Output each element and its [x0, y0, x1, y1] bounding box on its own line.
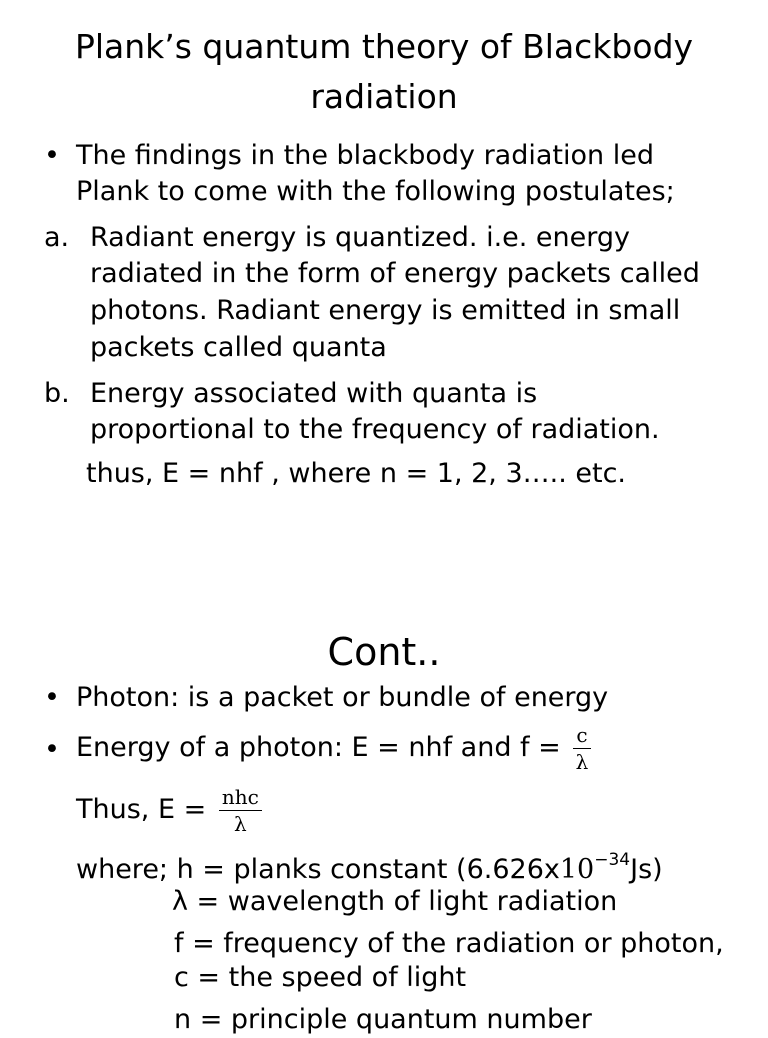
- planck-constant-line: [76, 842, 663, 888]
- fraction-c-over-lambda: [573, 725, 590, 772]
- bullet-dot: •: [44, 734, 60, 765]
- item-a-marker: a.: [44, 222, 70, 253]
- slide-2: [0, 560, 768, 1035]
- item-b-line-1: Energy associated with quanta is: [90, 378, 538, 409]
- frequency-definition: f = frequency of the radiation or photon,: [174, 928, 724, 959]
- photon-definition: Photon: is a packet or bundle of energy: [76, 682, 609, 713]
- item-b-line-2: proportional to the frequency of radiation.: [90, 414, 660, 445]
- fraction-numerator: c: [573, 725, 590, 749]
- fraction-nhc-over-lambda: [219, 787, 262, 834]
- power-of-ten-base: 10: [559, 854, 595, 885]
- item-a-line-3: photons. Radiant energy is emitted in small: [90, 295, 681, 326]
- planck-constant-text: where; h = planks constant (6.626x: [76, 854, 560, 885]
- title-line-1: Plank’s quantum theory of Blackbody: [74, 27, 694, 66]
- title-line-2: radiation: [310, 77, 458, 116]
- slide-2-title: Cont..: [327, 630, 441, 674]
- slide-1-title: [0, 22, 768, 122]
- bullet-dot: •: [44, 682, 60, 713]
- item-a-line-2: radiated in the form of energy packets called: [90, 258, 700, 289]
- planck-constant-unit: Js): [630, 854, 663, 885]
- fraction-denominator: λ: [575, 750, 589, 774]
- bullet-dot: •: [44, 140, 60, 171]
- item-a-line-4: packets called quanta: [90, 332, 387, 363]
- energy-of-photon-text: Energy of a photon: E = nhf and f =: [76, 732, 561, 763]
- power-of-ten-exponent: −34: [594, 850, 631, 870]
- thus-energy-text: Thus, E =: [76, 794, 207, 825]
- speed-of-light-definition: c = the speed of light: [174, 962, 467, 993]
- intro-line-2: Plank to come with the following postulates;: [76, 176, 675, 207]
- intro-line-1: The findings in the blackbody radiation led: [76, 140, 654, 171]
- energy-of-photon: [76, 720, 591, 776]
- item-a-line-1: Radiant energy is quantized. i.e. energy: [90, 222, 631, 253]
- energy-formula-line: thus, E = nhf , where n = 1, 2, 3….. etc.: [86, 458, 627, 489]
- lambda-definition: λ = wavelength of light radiation: [172, 886, 618, 917]
- thus-energy-formula: [76, 782, 262, 838]
- fraction-numerator: nhc: [219, 787, 262, 811]
- item-b-marker: b.: [44, 378, 70, 409]
- fraction-denominator: λ: [233, 812, 247, 836]
- quantum-number-definition: n = principle quantum number: [174, 1004, 592, 1035]
